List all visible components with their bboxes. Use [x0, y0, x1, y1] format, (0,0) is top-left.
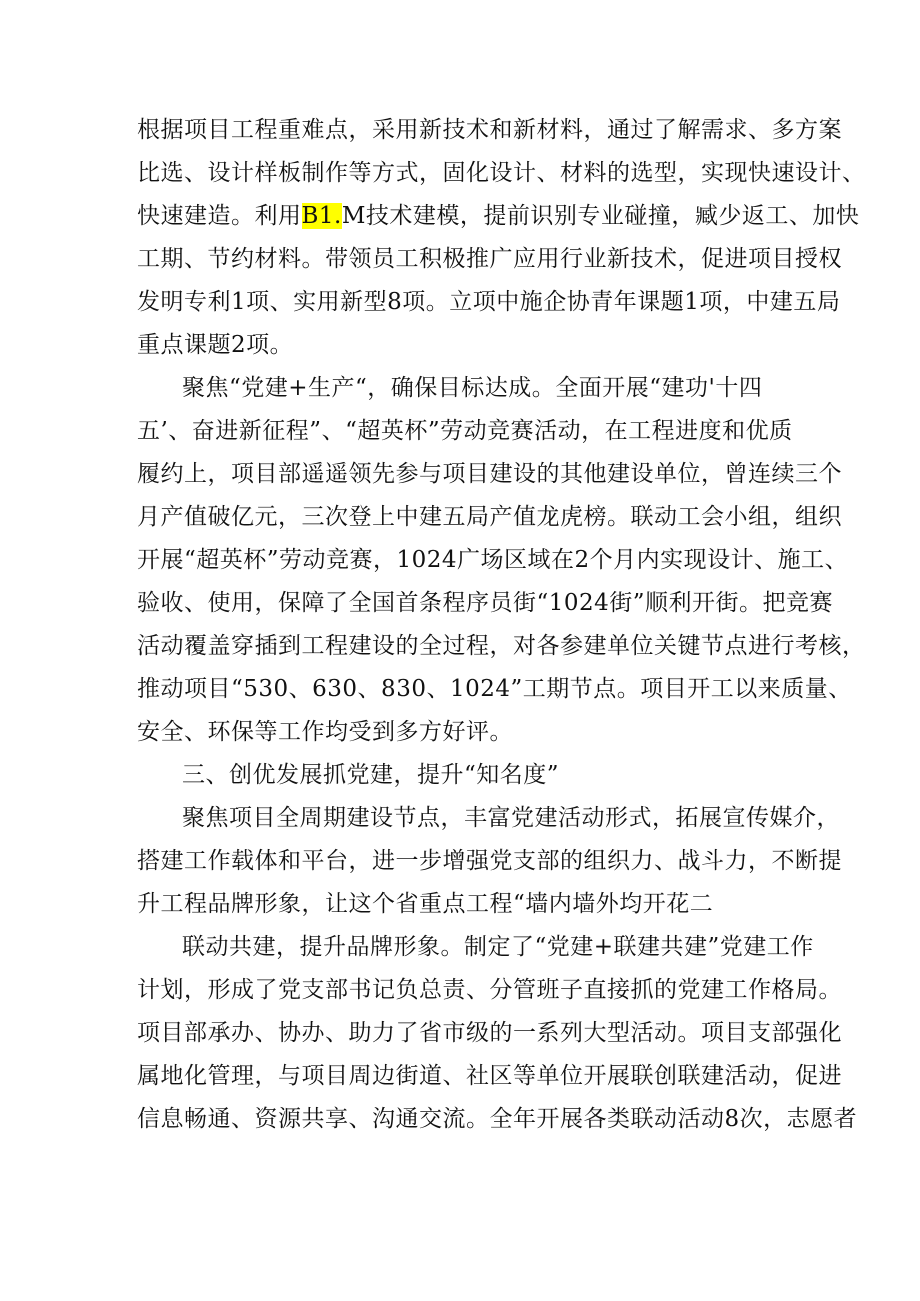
- paragraph-2-line-3: 履约上，项目部遥遥领先参与项目建设的其他建设单位，曾连续三个: [137, 461, 842, 487]
- line-3-suffix: M技术建模，提前识别专业碰撞，臧少返工、加快: [341, 203, 860, 229]
- paragraph-1-line-6: 重点课题2项。: [137, 332, 294, 358]
- paragraph-3-line-3: 升工程品牌形象，让这个省重点工程“墙内墙外均开花二: [137, 891, 714, 917]
- paragraph-2-line-2: 五’、奋进新征程”、“超英杯”劳动竞赛活动，在工程进度和优质: [137, 418, 793, 444]
- paragraph-4-line-2: 计划，形成了党支部书记负总责、分管班子直接抓的党建工作格局。: [137, 977, 842, 1003]
- paragraph-1-line-2: 比选、设计样板制作等方式，固化设计、材料的选型，实现快速设计、: [137, 160, 866, 186]
- paragraph-2-line-8: 推动项目“530、630、830、1024”工期节点。项目开工以来质量、: [137, 676, 852, 702]
- paragraph-3-line-1: 聚焦项目全周期建设节点，丰富党建活动形式，拓展宣传媒介，: [182, 805, 840, 831]
- paragraph-4-line-4: 属地化管理，与项目周边街道、社区等单位开展联创联建活动，促进: [137, 1063, 842, 1089]
- paragraph-4-line-5: 信息畅通、资源共享、沟通交流。全年开展各类联动活动8次，志愿者: [137, 1106, 858, 1132]
- paragraph-4-line-3: 项目部承办、协办、助力了省市级的一系列大型活动。项目支部强化: [137, 1020, 842, 1046]
- line-3-prefix: 快速建造。利用: [137, 203, 302, 229]
- paragraph-1-line-4: 工期、节约材料。带领员工积极推广应用行业新技术，促进项目授权: [137, 246, 842, 272]
- paragraph-1-line-1: 根据项目工程重难点，采用新技术和新材料，通过了解需求、多方案: [137, 117, 842, 143]
- highlighted-text: B1.: [301, 203, 342, 229]
- paragraph-2-line-5: 开展“超英杯”劳动竞赛，1024广场区域在2个月内实现设计、施工、: [137, 547, 849, 573]
- paragraph-2-line-1: 聚焦“党建+生产“，确保目标达成。全面开展“建功'十四: [182, 375, 763, 401]
- paragraph-3-line-2: 搭建工作载体和平台，进一步增强党支部的组织力、战斗力，不断提: [137, 848, 842, 874]
- section-heading-3: 三、创优发展抓党建，提升“知名度”: [182, 762, 560, 788]
- paragraph-2-line-9: 安全、环保等工作均受到多方好评。: [137, 719, 513, 745]
- paragraph-2-line-4: 月产值破亿元，三次登上中建五局产值龙虎榜。联动工会小组，组织: [137, 504, 842, 530]
- paragraph-1-line-5: 发明专利1项、实用新型8项。立项中施企协青年课题1项，中建五局: [137, 289, 841, 315]
- paragraph-4-line-1: 联动共建，提升品牌形象。制定了“党建+联建共建”党建工作: [182, 934, 814, 960]
- paragraph-2-line-6: 验收、使用，保障了全国首条程序员街“1024街”顺利开街。把竞赛: [137, 590, 834, 616]
- paragraph-1-line-3: [137, 201, 859, 231]
- paragraph-2-line-7: 活动覆盖穿插到工程建设的全过程，对各参建单位关键节点进行考核，: [137, 633, 866, 659]
